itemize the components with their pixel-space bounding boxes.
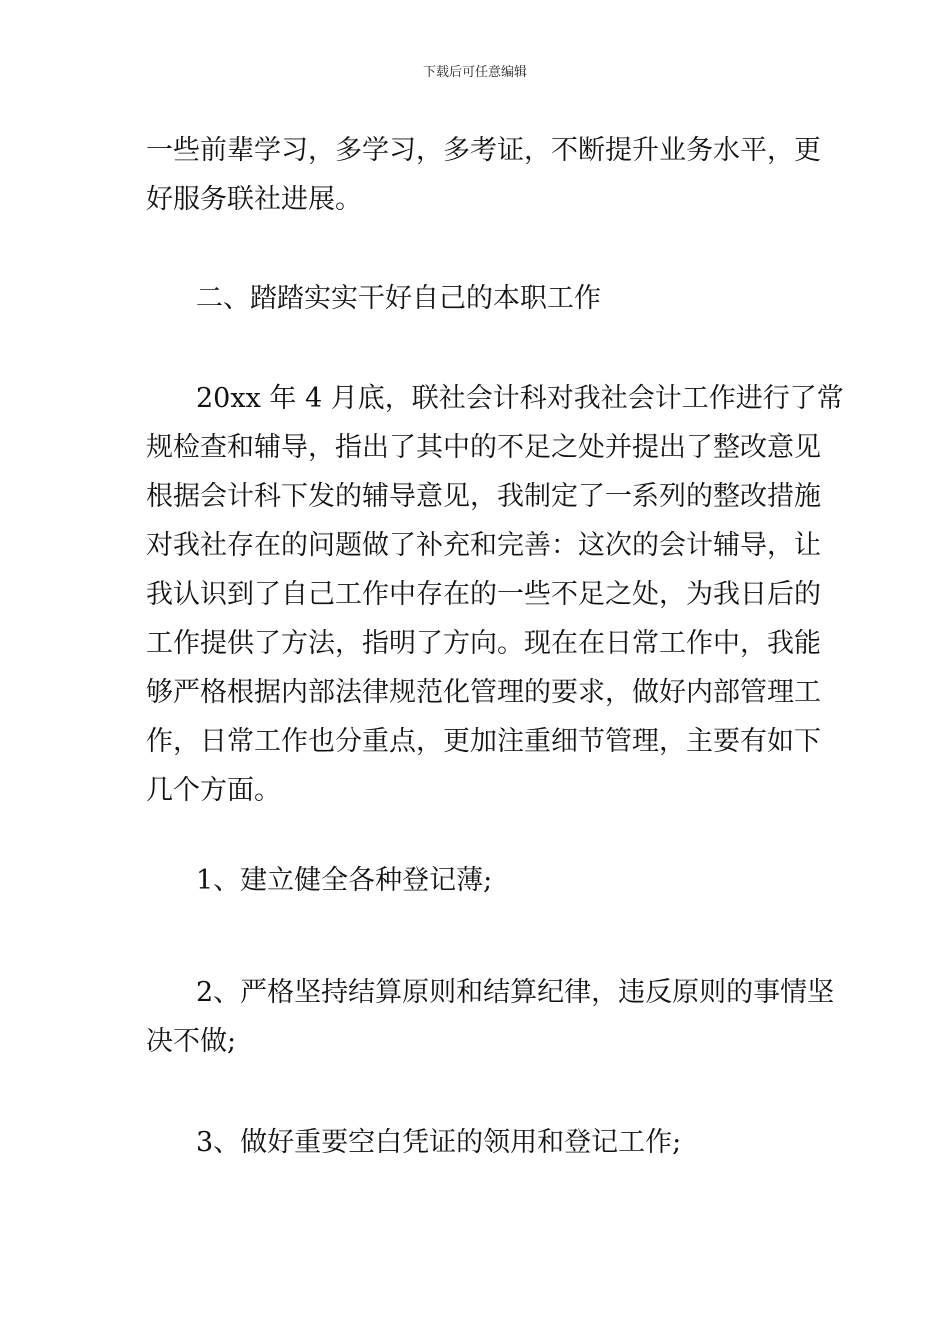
section-heading-text: 二、踏踏实实干好自己的本职工作 bbox=[196, 283, 601, 314]
text-line: 20xx 年 4 月底，联社会计科对我社会计工作进行了常 bbox=[196, 383, 844, 414]
text-line: 一些前辈学习，多学习，多考证，不断提升业务水平，更 bbox=[146, 135, 821, 166]
text-line: 对我社存在的问题做了补充和完善：这次的会计辅导，让 bbox=[146, 530, 821, 561]
paragraph-body bbox=[146, 374, 844, 815]
text-line: 作，日常工作也分重点，更加注重细节管理，主要有如下 bbox=[146, 726, 821, 757]
page-header: 下载后可任意编辑 bbox=[422, 65, 527, 80]
text-line: 好服务联社进展。 bbox=[146, 184, 362, 215]
section-heading bbox=[146, 274, 810, 323]
text-line: 根据会计科下发的辅导意见，我制定了一系列的整改措施 bbox=[146, 481, 821, 512]
list-item-text: 3、做好重要空白凭证的领用和登记工作; bbox=[196, 1127, 682, 1158]
list-item-text: 2、严格坚持结算原则和结算纪律，违反原则的事情坚 bbox=[196, 977, 835, 1008]
text-line: 够严格根据内部法律规范化管理的要求，做好内部管理工 bbox=[146, 677, 821, 708]
list-item bbox=[146, 1118, 810, 1167]
text-line: 我认识到了自己工作中存在的一些不足之处，为我日后的 bbox=[146, 579, 821, 610]
list-item-text: 决不做; bbox=[146, 1026, 237, 1057]
list-item bbox=[146, 968, 835, 1066]
paragraph-continuation bbox=[146, 126, 821, 224]
text-line: 几个方面。 bbox=[146, 775, 281, 806]
text-line: 工作提供了方法，指明了方向。现在在日常工作中，我能 bbox=[146, 628, 821, 659]
list-item-text: 1、建立健全各种登记薄; bbox=[196, 865, 493, 896]
text-line: 规检查和辅导，指出了其中的不足之处并提出了整改意见 bbox=[146, 432, 821, 463]
list-item bbox=[146, 856, 810, 905]
